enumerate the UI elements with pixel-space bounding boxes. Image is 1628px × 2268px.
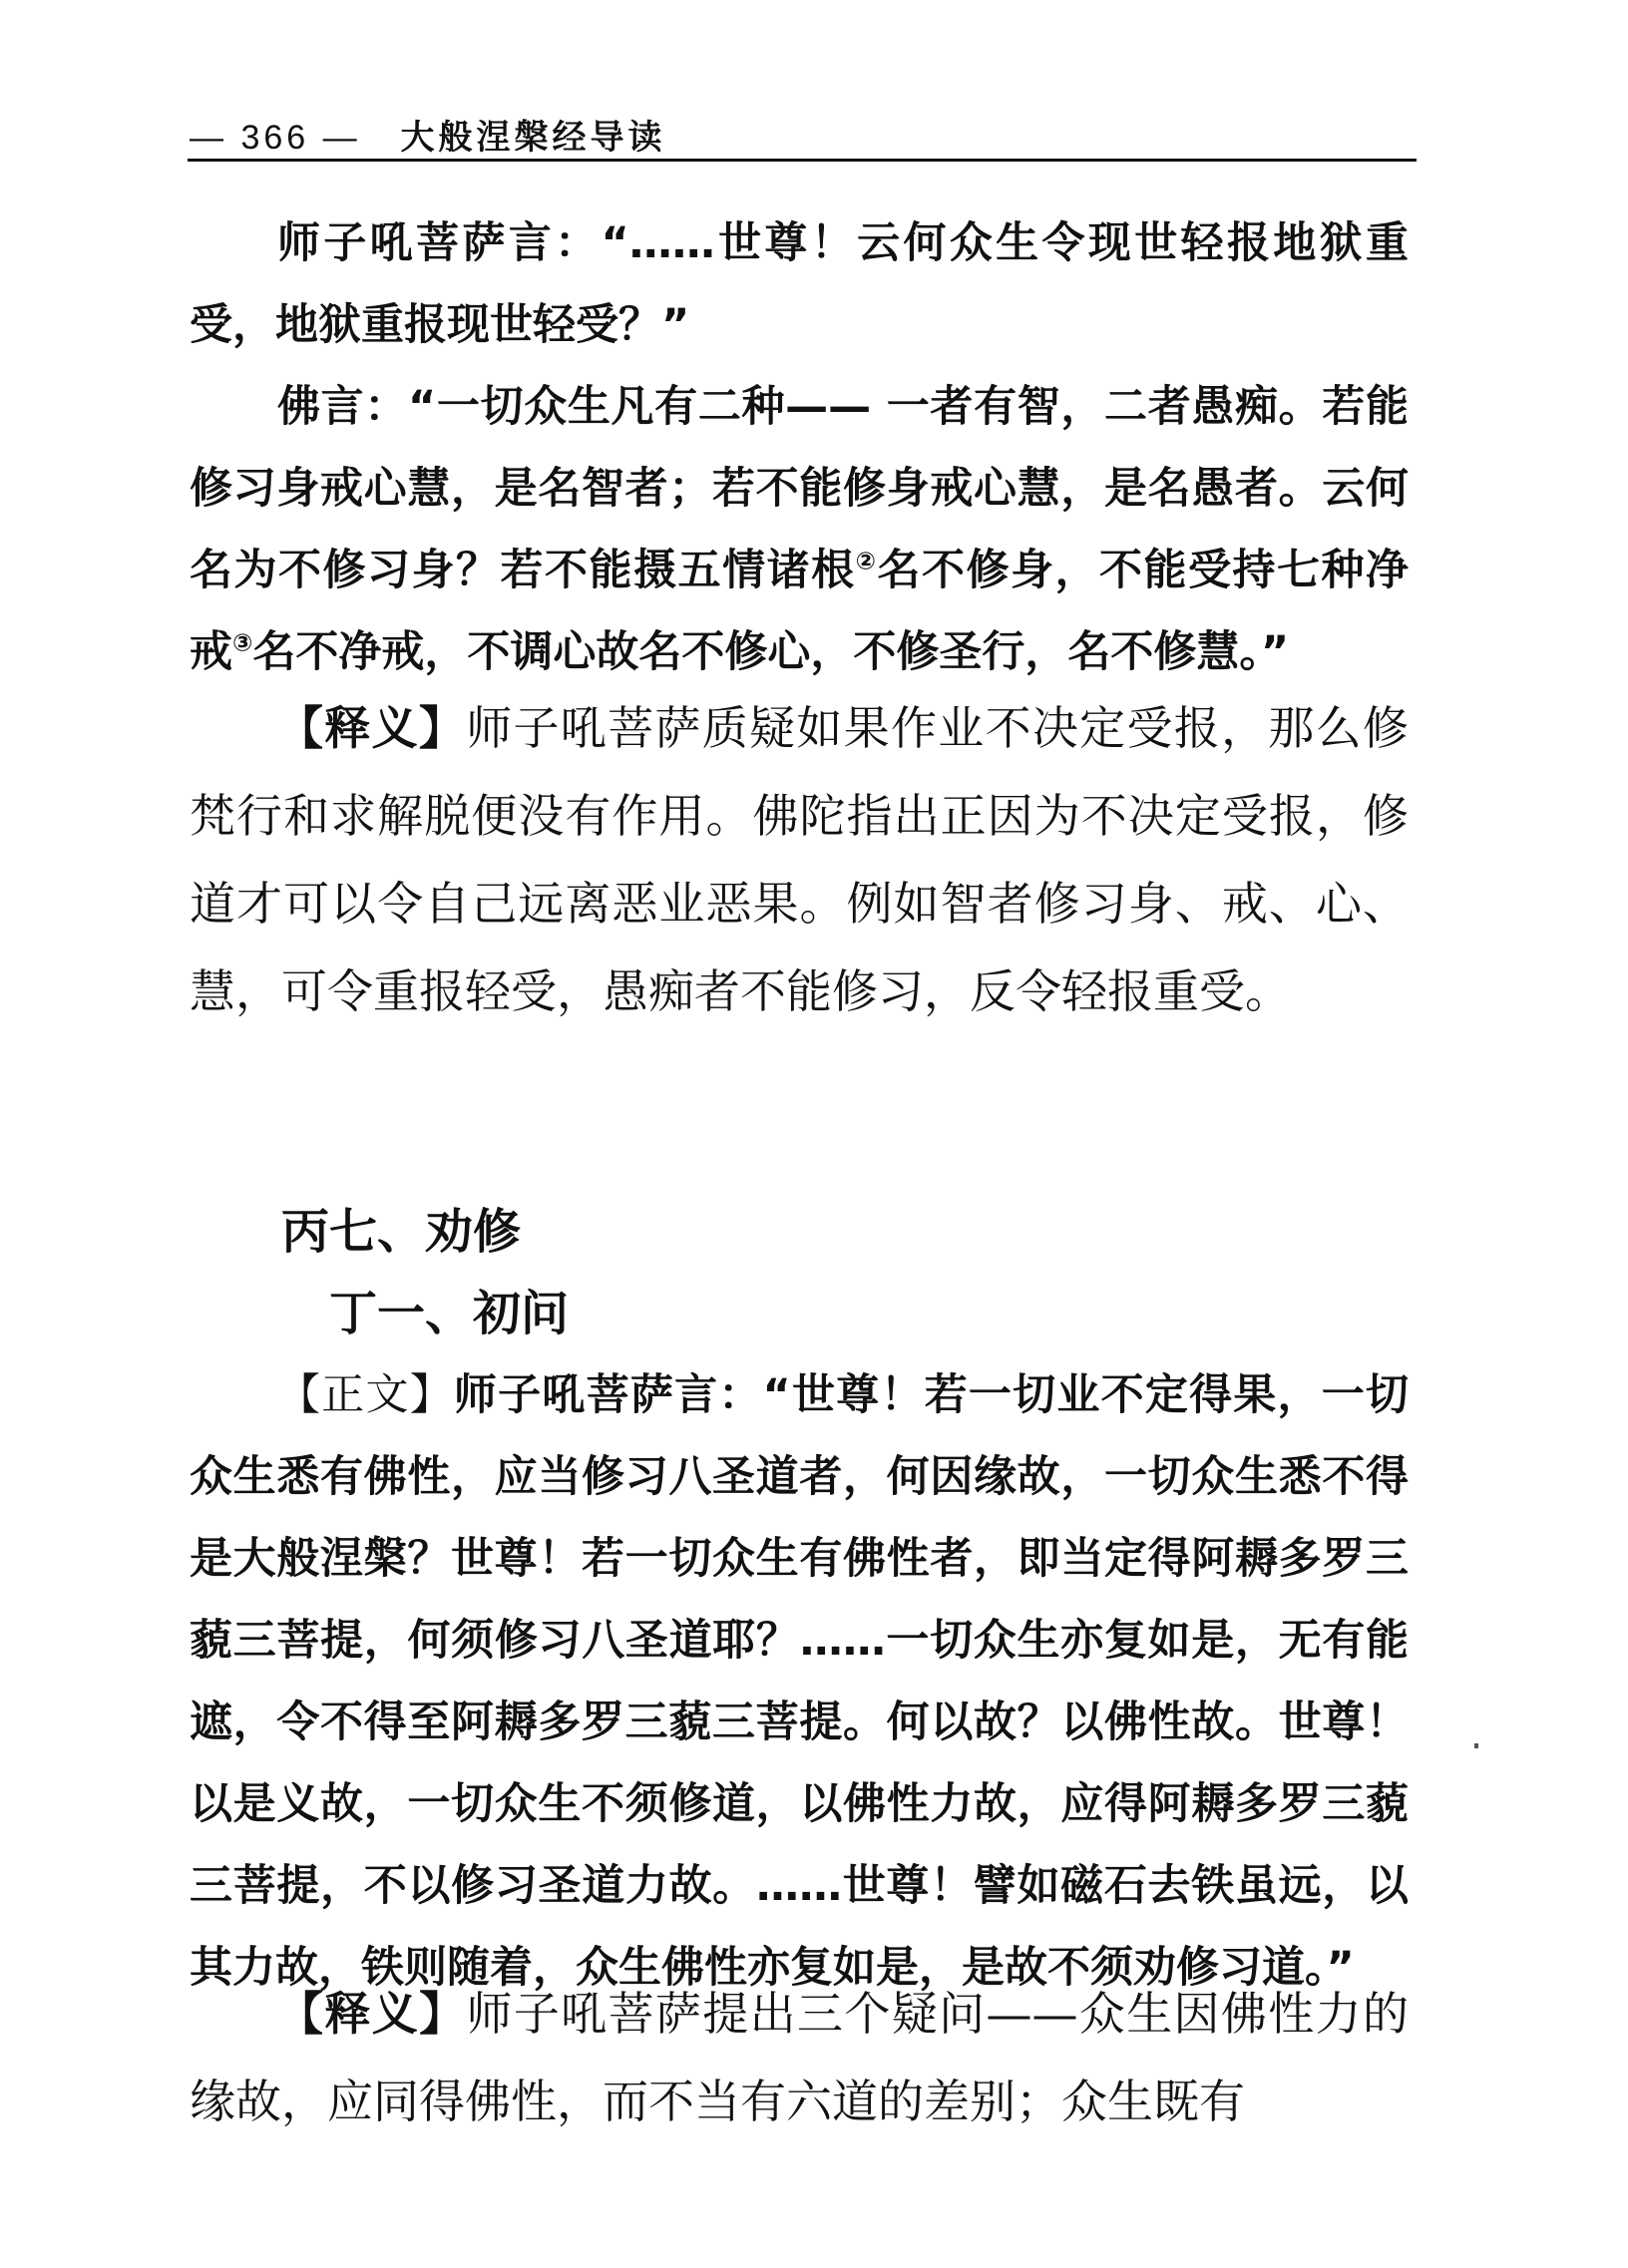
commentary-text: 师子吼菩萨提出三个疑问——众生因佛性力的缘故，应同得佛性，而不当有六道的差别；众生既有 <box>190 1987 1410 2128</box>
commentary-text: 师子吼菩萨质疑如果作业不决定受报，那么修梵行和求解脱便没有作用。佛陀指出正因为不决定受报，修道才可以令自己远离恶业恶果。例如智者修习身、戒、心、慧，可令重报轻受，愚痴者不能修习，反令轻报重受。 <box>190 701 1410 1018</box>
book-title: 大般涅槃经导读 <box>400 118 666 158</box>
running-header <box>190 110 1407 158</box>
subsection-heading: 丁一、初问 <box>329 1286 570 1341</box>
sutra-text-part1: 佛言：“一切众生凡有二种—— 一者有智，二者愚痴。若能修习身戒心慧，是名智者；若不能修身戒心慧，是名愚者。云何名为不修习身？若不能摄五情诸根 <box>190 382 1409 595</box>
section-heading: 丙七、劝修 <box>281 1204 522 1260</box>
commentary-label: 【释义】 <box>277 701 467 755</box>
sutra-text-part3: 名不净戒，不调心故名不修心，不修圣行，名不修慧。” <box>252 627 1290 677</box>
page-number: — 366 — <box>190 119 361 157</box>
sutra-quote-buddha <box>190 366 1409 693</box>
main-text-label: 【正文】 <box>277 1370 454 1420</box>
scan-speck <box>1474 1743 1478 1748</box>
sutra-text-part2: 名不修身，不能受持七种净戒 <box>190 546 1410 677</box>
header-rule <box>188 159 1417 162</box>
main-text-body: 师子吼菩萨言：“世尊！若一切业不定得果，一切众生悉有佛性，应当修习八圣道者，何因缘故，一切众生悉不得是大般涅槃？世尊！若一切众生有佛性者，即当定得阿耨多罗三藐三菩提，何须修习八圣道耶？……一切众生亦复如是，无有能遮，令不得至阿耨多罗三藐三菩提。何以故？以佛性故。世尊！以是义故，一切众生不须修道，以佛性力故，应得阿耨多罗三藐三菩提，不以修习圣道力故。……世尊！譬如磁石去铁虽远，以其力故，铁则随着，众生佛性亦复如是，是故不须劝修习道。” <box>190 1370 1409 1993</box>
sutra-quote-lion-roar: 师子吼菩萨言：“……世尊！云何众生令现世轻报地狱重受，地狱重报现世轻受？” <box>190 218 1409 350</box>
footnote-marker-2: ② <box>855 547 878 575</box>
footnote-marker-3: ③ <box>232 628 253 657</box>
commentary-label: 【释义】 <box>277 1987 467 2041</box>
commentary-paragraph-2 <box>190 1970 1409 2145</box>
commentary-paragraph-1 <box>190 684 1409 1035</box>
main-text-paragraph <box>190 1354 1409 2009</box>
